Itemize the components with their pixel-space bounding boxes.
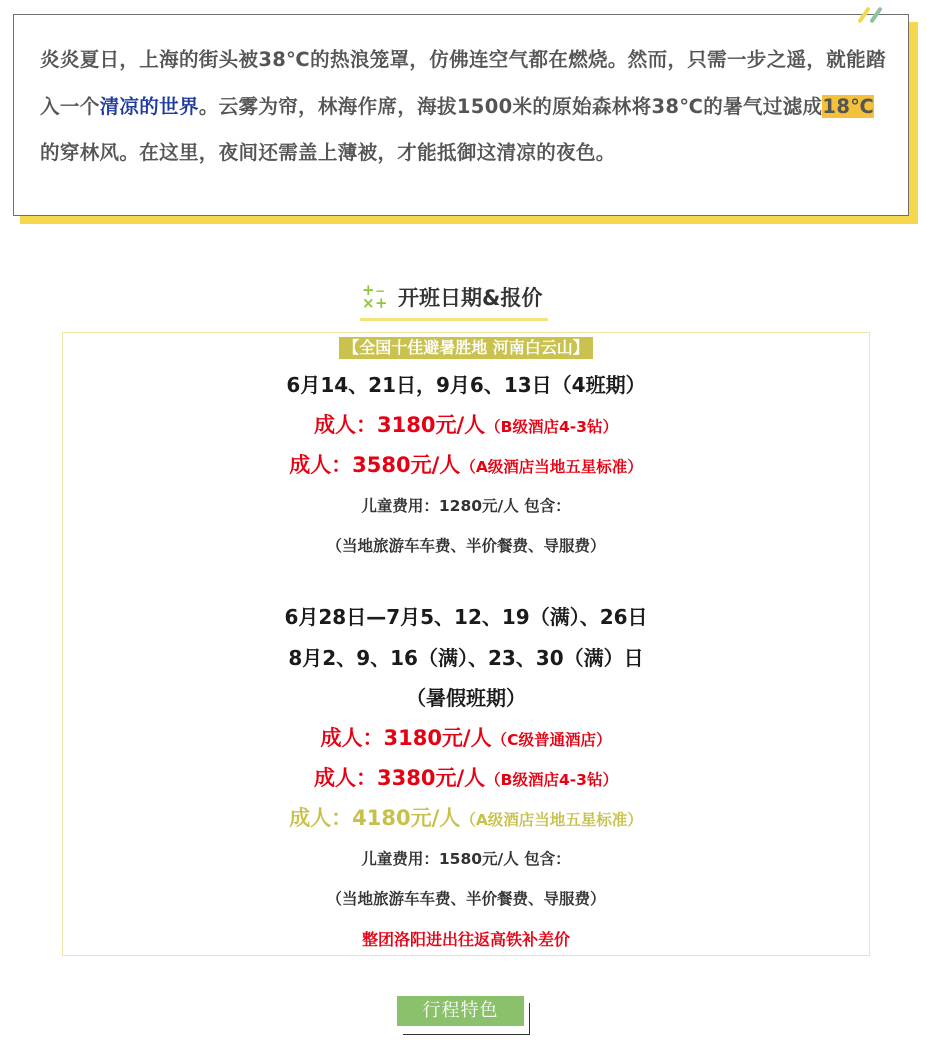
- pricing-box: [62, 332, 870, 956]
- group2-price-note: （C级普通酒店）: [491, 731, 612, 749]
- group2-price-row: [63, 762, 869, 792]
- group2-price-label: 成人：3180元/人: [320, 726, 492, 750]
- group1-price-note: （A级酒店当地五星标准）: [460, 458, 643, 476]
- group2-price-row: [63, 722, 869, 752]
- group1-dates: 6月14、21日，9月6、13日（4班期）: [286, 373, 646, 397]
- pricing-banner-row: [63, 337, 869, 359]
- intro-text-part3: 的穿林风。在这里，夜间还需盖上薄被，才能抵御这清凉的夜色。: [40, 141, 616, 164]
- intro-text-part2: 。云雾为帘，林海作席，海拔1500米的原始森林将38℃的暑气过滤成: [198, 94, 823, 118]
- group2-price-note: （B级酒店4-3钻）: [485, 771, 618, 789]
- intro-box: [13, 14, 909, 216]
- pricing-footnote: 整团洛阳进出往返高铁补差价: [361, 930, 570, 949]
- group2-price-label: 成人：3380元/人: [314, 766, 486, 790]
- group2-dates-line3: （暑假班期）: [406, 686, 526, 710]
- group2-price-row: [63, 802, 869, 832]
- group1-price-row: [63, 449, 869, 479]
- group2-price-note: （A级酒店当地五星标准）: [460, 811, 643, 829]
- intro-highlight-temperature: 18℃: [822, 94, 875, 118]
- group2-price-label: 成人：4180元/人: [289, 806, 461, 830]
- sparkle-plus-icon: + − × +: [362, 281, 388, 312]
- itinerary-features-button[interactable]: 行程特色: [397, 996, 524, 1026]
- group2-dates-line1: 6月28日—7月5、12、19（满）、26日: [284, 605, 648, 629]
- intro-paragraph: [40, 37, 888, 177]
- group2-child-fee: 儿童费用：1580元/人 包含：: [361, 850, 571, 868]
- group2-dates-line2: 8月2、9、16（满）、23、30（满）日: [288, 646, 644, 670]
- group1-price-label: 成人：3580元/人: [289, 453, 461, 477]
- intro-text-part1: 炎炎夏日，上海的街头被38℃的热浪笼罩，仿佛连空气都在燃烧。然而，只需一步之遥，就能踏入一个: [40, 48, 886, 118]
- group1-price-note: （B级酒店4-3钻）: [485, 418, 618, 436]
- group2-child-detail: （当地旅游车车费、半价餐费、导服费）: [326, 890, 606, 908]
- section-title-text: 开班日期&报价: [398, 286, 543, 310]
- group1-child-detail: （当地旅游车车费、半价餐费、导服费）: [326, 537, 606, 555]
- group1-child-fee: 儿童费用：1280元/人 包含：: [361, 497, 571, 515]
- pricing-banner: 【全国十佳避暑胜地 河南白云山】: [339, 337, 593, 359]
- intro-highlight-blue: 清凉的世界: [99, 94, 199, 118]
- group1-price-row: [63, 409, 869, 439]
- section-title: [360, 276, 548, 321]
- group1-price-label: 成人：3180元/人: [314, 413, 486, 437]
